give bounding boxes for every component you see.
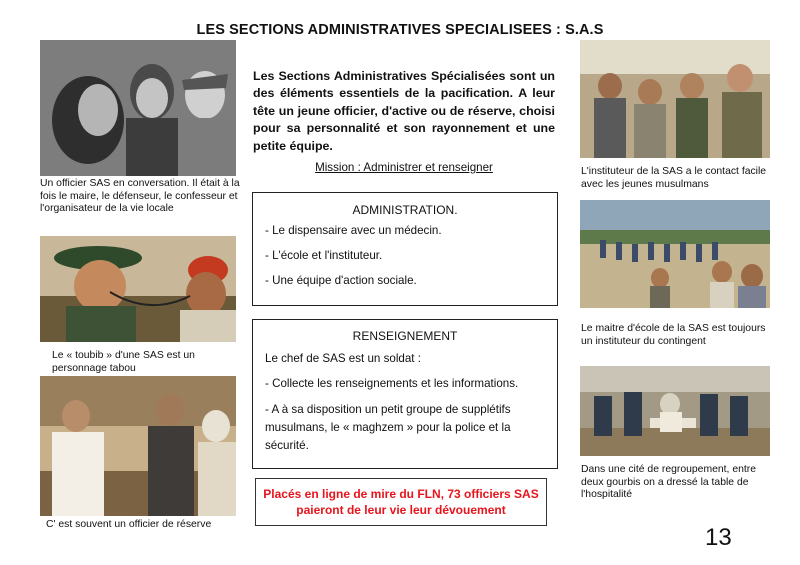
caption-officer-conversation: Un officier SAS en conversation. Il était à la fois le maire, le défenseur, le confesseur et l'organisateur de la vie locale [40, 178, 240, 214]
instituteur-photo [580, 40, 770, 158]
page-number: 13 [705, 524, 732, 551]
officer-conversation-photo [40, 40, 236, 176]
list-item: Le chef de SAS est un soldat : [265, 352, 421, 365]
list-item: - Une équipe d'action sociale. [265, 274, 417, 287]
caption-toubib: Le « toubib » d'une SAS est un personnage tabou [52, 350, 195, 374]
administration-box [252, 192, 558, 306]
list-item: - Collecte les renseignements et les informations. [265, 377, 519, 390]
reserve-officer-photo [40, 376, 236, 516]
intro-paragraph: Les Sections Administratives Spécialisées sont un des éléments essentiels de la pacification. A leur tête un jeune officier, d'active ou de réserve, choisi pour sa personnalité et son rayonnement et une petite équipe. [253, 69, 555, 153]
warning-note: Placés en ligne de mire du FLN, 73 officiers SAS paieront de leur vie leur dévouement [255, 478, 547, 526]
caption-reserve-officer: C' est souvent un officier de réserve [46, 519, 212, 530]
renseignement-heading: RENSEIGNEMENT [352, 329, 458, 343]
toubib-photo [40, 236, 236, 342]
mission-subtitle: Mission : Administrer et renseigner [315, 161, 493, 174]
administration-heading: ADMINISTRATION. [352, 203, 458, 217]
renseignement-box [252, 319, 558, 469]
school-children-photo [580, 200, 770, 308]
caption-instituteur: L'instituteur de la SAS a le contact facile avec les jeunes musulmans [581, 166, 767, 190]
list-item: - A à sa disposition un petit groupe de supplétifs musulmans, le « maghzem » pour la police et la sécurité. [265, 403, 511, 452]
page-title: LES SECTIONS ADMINISTRATIVES SPECIALISEES : S.A.S [196, 22, 604, 38]
caption-school-teacher: Le maitre d'école de la SAS est toujours un instituteur du contingent [581, 323, 766, 347]
list-item: - L'école et l'instituteur. [265, 249, 383, 262]
hospitality-table-photo [580, 366, 770, 456]
caption-hospitality: Dans une cité de regroupement, entre deux gourbis on a dressé la table de l'hospitalité [581, 464, 757, 500]
list-item: - Le dispensaire avec un médecin. [265, 224, 442, 237]
